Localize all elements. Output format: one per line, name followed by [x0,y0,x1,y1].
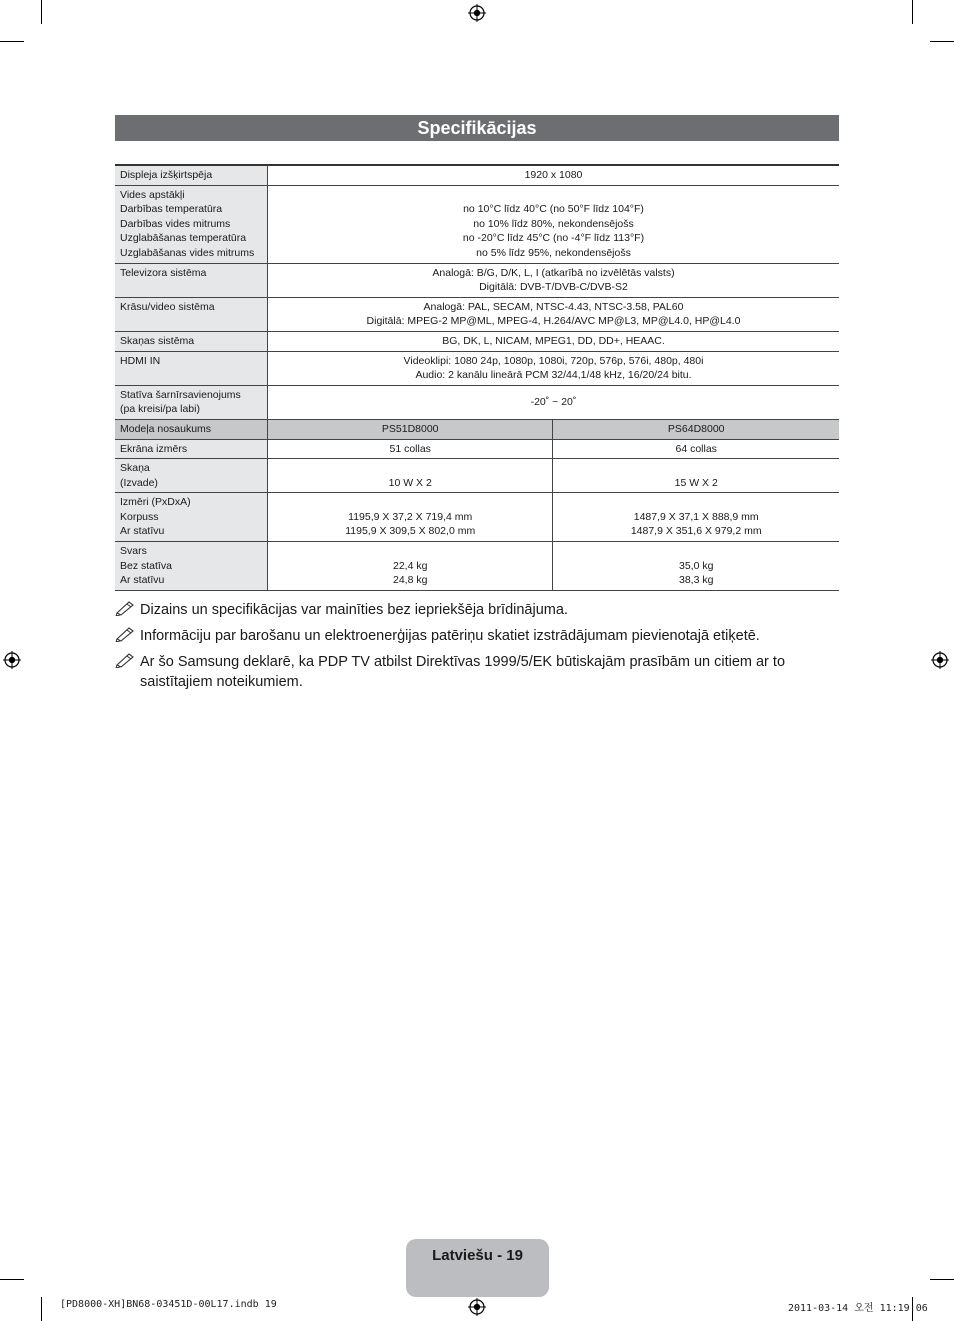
cell-text: 51 collas [389,442,431,455]
cell-text: Ekrāna izmērs [120,442,188,455]
cell-text: 22,4 kg [392,559,428,572]
cell-text: (Izvade) [120,476,158,489]
registration-mark-icon [3,651,21,669]
cell-text: PS64D8000 [667,422,725,435]
cell-text: Analogā: B/G, D/K, L, I (atkarībā no izvēlētās valsts) [432,266,675,279]
model-b-value [553,542,839,591]
cell-text: Statīva šarnīrsavienojums [120,388,241,401]
cell-text: Skaņa [120,462,150,475]
cell-text: Analogā: PAL, SECAM, NTSC-4.43, NTSC-3.58, PAL60 [423,300,684,313]
spec-value [268,351,840,385]
cell-text: Darbības vides mitrums [120,217,231,230]
note-text: Ar šo Samsung deklarē, ka PDP TV atbilst Direktīvas 1999/5/EK būtiskajām prasībām un citiem ar to saistītajiem noteikumiem. [140,654,786,690]
cell-text: PS51D8000 [381,422,439,435]
spec-value [268,297,840,331]
cell-text: 1487,9 X 351,6 X 979,2 mm [630,525,762,538]
spec-label [115,297,268,331]
cell-text: no 10°C līdz 40°C (no 50°F līdz 104°F) [463,203,644,216]
note-text: Informāciju par barošanu un elektroenerģijas patēriņu skatiet izstrādājumam pievienotajā etiķetē. [140,628,760,644]
spec-label [115,331,268,351]
crop-mark [930,41,954,42]
cell-text: no 5% līdz 95%, nekondensējošs [476,246,631,259]
spec-label [115,385,268,419]
spec-value [268,185,840,263]
cell-text: 10 W X 2 [388,476,432,489]
model-b-value [553,493,839,542]
note-item [115,652,839,692]
spec-value [268,165,840,185]
cell-text: 24,8 kg [392,574,428,587]
cell-text: Displeja izšķirtspēja [120,169,213,181]
page-number-tab [406,1239,549,1297]
spec-label [115,542,268,591]
page-title: Specifikācijas [115,115,839,141]
cell-text: no -20°C līdz 45°C (no -4°F līdz 113°F) [462,232,645,245]
crop-mark [912,0,913,24]
table-row [115,542,839,591]
cell-text: Modeļa nosaukums [120,422,212,435]
cell-text: 1487,9 X 37,1 X 888,9 mm [633,510,759,523]
file-slug: [PD8000-XH]BN68-03451D-00L17.indb 19 [60,1299,277,1310]
crop-mark [0,1279,24,1280]
note-text: Dizains un specifikācijas var mainīties bez iepriekšēja brīdinājuma. [140,602,568,618]
pencil-icon [115,600,135,616]
crop-mark [41,1297,42,1321]
spec-value [268,263,840,297]
cell-text: Vides apstākļi [120,188,185,201]
cell-text: BG, DK, L, NICAM, MPEG1, DD, DD+, HEAAC. [442,334,665,347]
spec-label [115,263,268,297]
cell-text: Krāsu/video sistēma [120,300,215,313]
cell-text: 64 collas [675,442,717,455]
cell-text: 35,0 kg [678,559,714,572]
cell-text: -20˚ ~ 20˚ [530,396,577,409]
model-a-value [268,419,553,439]
crop-mark [930,1279,954,1280]
spec-value [268,331,840,351]
cell-text: 38,3 kg [678,574,714,587]
spec-label [115,185,268,263]
table-row [115,459,839,493]
spec-label [115,493,268,542]
cell-text: 15 W X 2 [674,476,718,489]
cell-text: Ar statīvu [120,574,165,587]
cell-text: Audio: 2 kanālu lineārā PCM 32/44,1/48 kHz, 16/20/24 bitu. [415,369,692,382]
registration-mark-icon [931,651,949,669]
model-b-value [553,419,839,439]
cell-text: Darbības temperatūra [120,203,223,216]
cell-text: Digitālā: DVB-T/DVB-C/DVB-S2 [479,281,628,294]
notes-list [115,600,839,698]
table-row [115,165,839,185]
cell-text: no 10% līdz 80%, nekondensējošs [473,217,634,230]
table-row [115,493,839,542]
crop-mark [0,41,24,42]
spec-label [115,439,268,459]
cell-text: Videoklipi: 1080 24p, 1080p, 1080i, 720p, 576p, 576i, 480p, 480i [403,354,704,367]
spec-label [115,165,268,185]
table-row [115,385,839,419]
print-timestamp: 2011-03-14 오전 11:19:06 [788,1303,928,1314]
registration-mark-icon [468,4,486,22]
pencil-icon [115,652,135,668]
spec-value [268,385,840,419]
registration-mark-icon [468,1298,486,1316]
note-item [115,600,839,620]
cell-text: Svars [120,545,147,558]
spec-table [115,164,839,591]
model-a-value [268,542,553,591]
cell-text: 1195,9 X 309,5 X 802,0 mm [345,525,476,538]
table-row [115,297,839,331]
cell-text: Korpuss [120,510,159,523]
spec-label [115,351,268,385]
cell-text: Bez statīva [120,559,172,572]
cell-text: Televizora sistēma [120,266,207,279]
cell-text: Izmēri (PxDxA) [120,496,191,509]
model-a-value [268,439,553,459]
table-row [115,185,839,263]
cell-text: Uzglabāšanas vides mitrums [120,246,255,259]
table-row [115,331,839,351]
cell-text: (pa kreisi/pa labi) [120,403,200,416]
table-row [115,263,839,297]
note-item [115,626,839,646]
cell-text: Digitālā: MPEG-2 MP@ML, MPEG-4, H.264/AVC MP@L3, MP@L4.0, HP@L4.0 [366,315,741,328]
spec-label [115,419,268,439]
model-a-value [268,459,553,493]
model-b-value [553,439,839,459]
cell-text: Uzglabāšanas temperatūra [120,232,247,245]
cell-text: 1195,9 X 37,2 X 719,4 mm [348,510,473,523]
cell-text: HDMI IN [120,354,161,367]
table-row [115,439,839,459]
crop-mark [41,0,42,24]
spec-label [115,459,268,493]
table-row [115,351,839,385]
cell-text: 1920 x 1080 [524,169,583,181]
pencil-icon [115,626,135,642]
table-row [115,419,839,439]
cell-text: Ar statīvu [120,525,165,538]
cell-text: Skaņas sistēma [120,334,195,347]
model-b-value [553,459,839,493]
model-a-value [268,493,553,542]
page-number-label: Latviešu - 19 [432,1247,523,1264]
